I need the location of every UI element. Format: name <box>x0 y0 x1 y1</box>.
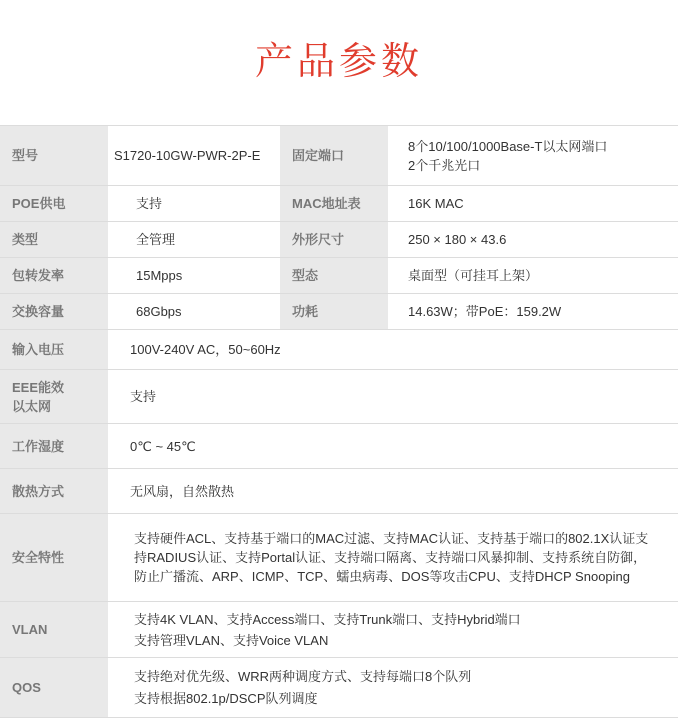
value-poe: 支持 <box>108 186 280 222</box>
value-power: 14.63W；带PoE：159.2W <box>388 294 678 330</box>
label-line: 以太网 <box>12 398 52 414</box>
page-title: 产品参数 <box>254 39 423 83</box>
label-type: 类型 <box>0 222 108 258</box>
label-vlan: VLAN <box>0 602 108 658</box>
value-line: 8个10/100/1000Base-T以太网端口 <box>408 138 608 154</box>
table-row <box>0 258 678 294</box>
table-row <box>0 658 678 718</box>
label-security: 安全特性 <box>0 514 108 602</box>
label-cooling: 散热方式 <box>0 469 108 514</box>
table-row <box>0 370 678 424</box>
value-vlan <box>108 602 678 658</box>
table-row <box>0 222 678 258</box>
value-cooling: 无风扇，自然散热 <box>108 469 678 514</box>
label-mac-table: MAC地址表 <box>280 186 388 222</box>
label-poe: POE供电 <box>0 186 108 222</box>
label-switching-capacity: 交换容量 <box>0 294 108 330</box>
value-qos <box>108 658 678 718</box>
table-row <box>0 294 678 330</box>
value-security: 支持硬件ACL、支持基于端口的MAC过滤、支持MAC认证、支持基于端口的802.1X认证支持RADIUS认证、支持Portal认证、支持端口隔离、支持端口风暴抑制、支持系统自防御，防止广播流、ARP、ICMP、TCP、蠕虫病毒、DOS等攻击CPU、支持DHCP Snooping <box>108 514 678 602</box>
value-line: 支持4K VLAN、支持Access端口、支持Trunk端口、支持Hybrid端口 <box>134 611 521 627</box>
value-fixed-ports <box>388 126 678 186</box>
table-row <box>0 602 678 658</box>
table-row <box>0 469 678 514</box>
label-dimensions: 外形尺寸 <box>280 222 388 258</box>
value-forwarding-rate: 15Mpps <box>108 258 280 294</box>
table-row <box>0 126 678 186</box>
label-form-factor: 型态 <box>280 258 388 294</box>
value-input-voltage: 100V-240V AC，50~60Hz <box>108 330 678 370</box>
label-eee <box>0 370 108 424</box>
label-input-voltage: 输入电压 <box>0 330 108 370</box>
value-switching-capacity: 68Gbps <box>108 294 280 330</box>
value-type: 全管理 <box>108 222 280 258</box>
label-power: 功耗 <box>280 294 388 330</box>
table-row <box>0 514 678 602</box>
value-humidity: 0℃ ~ 45℃ <box>108 424 678 469</box>
value-form-factor: 桌面型（可挂耳上架） <box>388 258 678 294</box>
value-model: S1720-10GW-PWR-2P-E <box>108 126 280 186</box>
value-line: 2个千兆光口 <box>408 157 481 173</box>
value-mac-table: 16K MAC <box>388 186 678 222</box>
table-row <box>0 186 678 222</box>
value-eee: 支持 <box>108 370 678 424</box>
label-model: 型号 <box>0 126 108 186</box>
label-forwarding-rate: 包转发率 <box>0 258 108 294</box>
table-row <box>0 330 678 370</box>
value-dimensions: 250 × 180 × 43.6 <box>388 222 678 258</box>
table-row <box>0 424 678 469</box>
label-line: EEE能效 <box>12 379 65 395</box>
spec-table <box>0 125 678 718</box>
value-line: 支持绝对优先级、WRR两种调度方式、支持每端口8个队列 <box>134 668 472 684</box>
label-humidity: 工作湿度 <box>0 424 108 469</box>
value-line: 支持根据802.1p/DSCP队列调度 <box>134 690 318 706</box>
label-fixed-ports: 固定端口 <box>280 126 388 186</box>
value-line: 支持管理VLAN、支持Voice VLAN <box>134 632 329 648</box>
label-qos: QOS <box>0 658 108 718</box>
